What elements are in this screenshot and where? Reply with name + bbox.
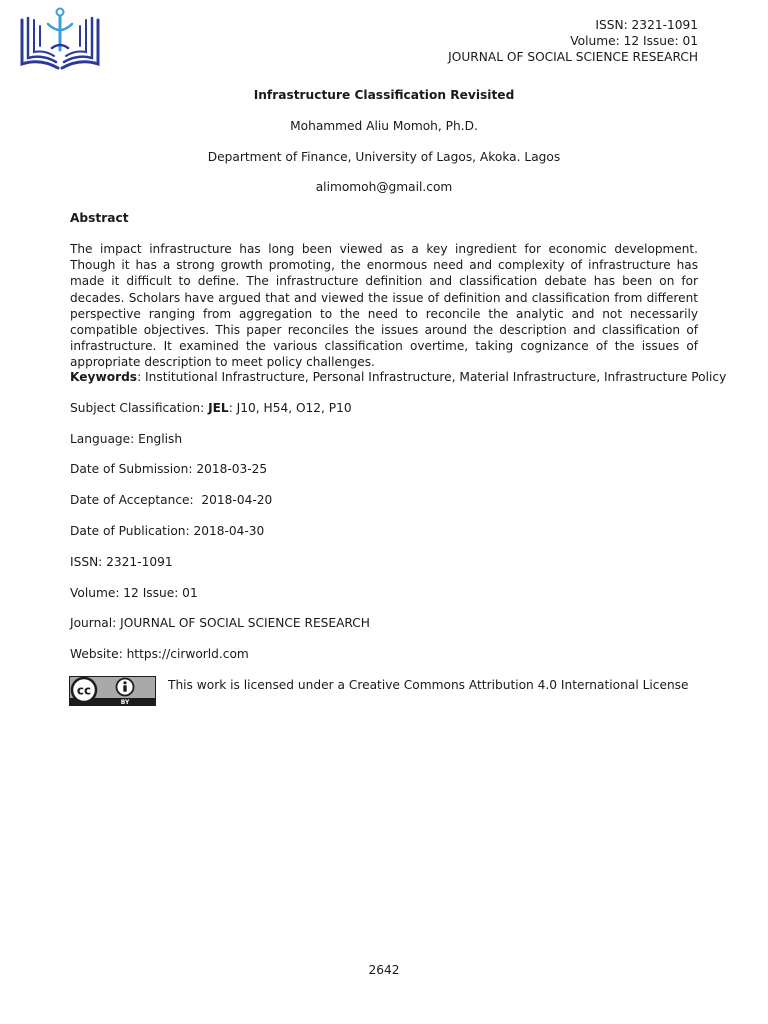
page-number: 2642	[368, 963, 400, 977]
keywords-line	[70, 370, 726, 384]
keywords-value: : Institutional Infrastructure, Personal Infrastructure, Material Infrastructure, Infrastructure Policy	[137, 370, 727, 384]
subject-jel-label: JEL	[208, 401, 229, 415]
acceptance-date-line: Date of Acceptance: 2018-04-20	[70, 493, 273, 507]
subject-classification-line	[70, 401, 352, 415]
subject-value: : J10, H54, O12, P10	[228, 401, 352, 415]
license-text[interactable]: This work is licensed under a Creative Commons Attribution 4.0 International License	[168, 678, 689, 692]
submission-date-line: Date of Submission: 2018-03-25	[70, 462, 268, 476]
keywords-label: Keywords	[70, 370, 138, 384]
paper-title: Infrastructure Classification Revisited	[253, 88, 515, 102]
abstract-text: The impact infrastructure has long been viewed as a key ingredient for economic development. Though it has a strong growth promoting, the enormous need and complexity of infrastructure has made it difficult to define. The infrastructure definition and classification debate has been on for decades. Scholars have argued that and viewed the issue of definition and classification from different perspective ranging from aggregation to the need to reconcile the analytic and not necessarily compatible objectives. This paper reconciles the issues around the description and classification of infrastructure. It examined the various classification overtime, taking cognizance of the issues of appropriate description to meet policy challenges.	[70, 242, 698, 370]
language-line: Language: English	[70, 432, 183, 446]
header-issn: ISSN: 2321-1091	[595, 18, 698, 32]
header-volume: Volume: 12 Issue: 01	[570, 34, 698, 48]
by-badge-text: BY	[120, 699, 130, 706]
publication-date-line: Date of Publication: 2018-04-30	[70, 524, 265, 538]
creative-commons-icon	[72, 678, 96, 702]
journal-logo-icon	[16, 6, 104, 72]
volume-line: Volume: 12 Issue: 01	[70, 586, 198, 600]
cc-by-license-badge[interactable]	[69, 676, 156, 706]
issn-line: ISSN: 2321-1091	[70, 555, 173, 569]
abstract-heading: Abstract	[70, 211, 129, 225]
author-affiliation: Department of Finance, University of Lagos, Akoka. Lagos	[207, 150, 561, 164]
author-name: Mohammed Aliu Momoh, Ph.D.	[290, 119, 478, 133]
author-email[interactable]: alimomoh@gmail.com	[315, 180, 453, 194]
attribution-person-icon	[117, 679, 134, 696]
website-line[interactable]: Website: https://cirworld.com	[70, 647, 249, 661]
cc-badge-text: cc	[76, 683, 92, 698]
subject-prefix: Subject Classification:	[70, 401, 209, 415]
journal-header	[448, 17, 698, 65]
header-journal-name: JOURNAL OF SOCIAL SCIENCE RESEARCH	[448, 50, 698, 64]
journal-line: Journal: JOURNAL OF SOCIAL SCIENCE RESEARCH	[70, 616, 370, 630]
